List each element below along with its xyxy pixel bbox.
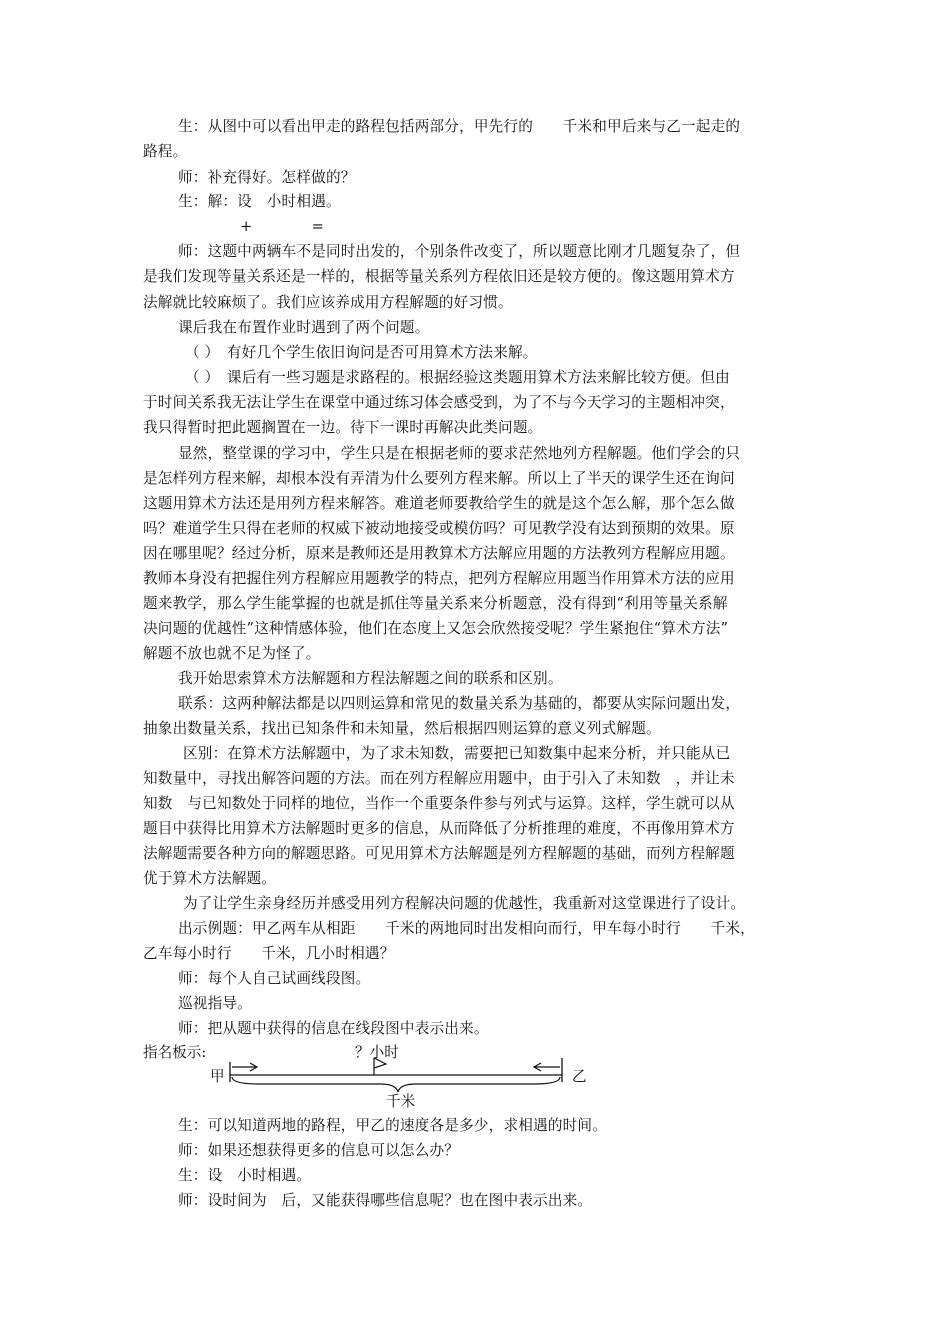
text-line: 知数量中，寻找出解答问题的方法。而在列方程解应用题中，由于引入了未知数 ，并让未 xyxy=(143,770,735,787)
text-line: 联系：这两种解法都是以四则运算和常见的数量关系为基础的，都要从实际问题出发， xyxy=(178,695,741,712)
text-line: 生：设 小时相遇。 xyxy=(178,1167,312,1184)
text-line: 法解题需要各种方向的解题思路。可见用算术方法解题是列方程解题的基础，而列方程解题 xyxy=(143,845,735,862)
text-line: 是怎样列方程来解，却根本没有弄清为什么要列方程来解。所以上了半天的课学生还在询问 xyxy=(143,470,735,487)
text-line: 区别：在算术方法解题中，为了求未知数，需要把已知数集中起来分析，并只能从已 xyxy=(183,745,731,762)
text-line: （ ） 课后有一些习题是求路程的。根据经验这类题用算术方法来解比较方便。但由 xyxy=(185,369,730,386)
text-line: 巡视指导。 xyxy=(178,995,252,1012)
text-line: 师：这题中两辆车不是同时出发的，个别条件改变了，所以题意比刚才几题复杂了，但 xyxy=(178,243,741,260)
text-line: 路程。 xyxy=(143,143,188,160)
text-line: 乙车每小时行 千米，几小时相遇？ xyxy=(143,945,395,962)
text-line: 抽象出数量关系，找出已知条件和未知量，然后根据四则运算的意义列式解题。 xyxy=(143,720,661,737)
text-line: 决问题的优越性”这种情感体验，他们在态度上又怎会欣然接受呢？学生紧抱住“算术方法” xyxy=(143,620,729,637)
text-line: 师：把从题中获得的信息在线段图中表示出来。 xyxy=(178,1020,489,1037)
text-line: 师：如果还想获得更多的信息可以怎么办？ xyxy=(178,1142,460,1159)
text-line: （ ） 有好几个学生依旧询问是否可用算术方法来解。 xyxy=(185,344,538,361)
text-line: 师：每个人自己试画线段图。 xyxy=(178,970,371,987)
text-line: 优于算术方法解题。 xyxy=(143,870,277,887)
text-line: 为了让学生亲身经历并感受用列方程解决问题的优越性，我重新对这堂课进行了设计。 xyxy=(183,895,746,912)
board-label: 指名板示: xyxy=(143,1044,207,1061)
time-label: ？小时 xyxy=(355,1044,399,1061)
text-line: 生：解：设 小时相遇。 xyxy=(178,193,341,210)
text-line: 法解就比较麻烦了。我们应该养成用方程解题的好习惯。 xyxy=(143,294,513,311)
text-line: 我只得暂时把此题搁置在一边。待下一课时再解决此类问题。 xyxy=(143,419,543,436)
text-line: 这题用算术方法还是用列方程来解答。难道老师要教给学生的就是这个怎么解，那个怎么做 xyxy=(143,495,735,512)
text-line: 生：从图中可以看出甲走的路程包括两部分，甲先行的 千米和甲后来与乙一起走的 xyxy=(178,118,741,135)
text-line: 教师本身没有把握住列方程解应用题教学的特点，把列方程解应用题当作用算术方法的应用 xyxy=(143,570,735,587)
distance-label: 千米 xyxy=(386,1093,416,1110)
left-point-label: 甲 xyxy=(210,1068,225,1085)
distance-brace xyxy=(232,1077,560,1092)
text-line: 师：设时间为 后，又能获得哪些信息呢？也在图中表示出来。 xyxy=(178,1192,593,1209)
text-line: 解题不放也就不足为怪了。 xyxy=(143,645,321,662)
meeting-flag xyxy=(374,1058,386,1068)
text-line: 师：补充得好。怎样做的？ xyxy=(178,169,356,186)
text-line: 于时间关系我无法让学生在课堂中通过练习体会感受到，为了不与今天学习的主题相冲突， xyxy=(143,394,735,411)
text-line: 课后我在布置作业时遇到了两个问题。 xyxy=(178,319,430,336)
text-line: 吗？难道学生只得在老师的权威下被动地接受或模仿吗？可见教学没有达到预期的效果。原 xyxy=(143,520,735,537)
text-line: 因在哪里呢？经过分析，原来是教师还是用教算术方法解应用题的方法教列方程解应用题。 xyxy=(143,545,735,562)
equation-line: + = xyxy=(240,218,325,235)
text-line: 题目中获得比用算术方法解题时更多的信息，从而降低了分析推理的难度，不再像用算术方 xyxy=(143,820,735,837)
right-point-label: 乙 xyxy=(572,1068,587,1085)
text-line: 显然，整堂课的学习中，学生只是在根据老师的要求茫然地列方程解题。他们学会的只 xyxy=(178,445,741,462)
text-line: 是我们发现等量关系还是一样的，根据等量关系列方程依旧还是较方便的。像这题用算术方 xyxy=(143,268,735,285)
text-line: 生：可以知道两地的路程，甲乙的速度各是多少，求相遇的时间。 xyxy=(178,1117,608,1134)
text-line: 题来教学，那么学生能掌握的也就是抓住等量关系来分析题意，没有得到“利用等量关系解 xyxy=(143,595,728,612)
text-line: 我开始思索算术方法解题和方程法解题之间的联系和区别。 xyxy=(178,670,563,687)
text-line: 知数 与已知数处于同样的地位，当作一个重要条件参与列式与运算。这样，学生就可以从 xyxy=(143,795,735,812)
text-line: 出示例题：甲乙两车从相距 千米的两地同时出发相向而行，甲车每小时行 千米， xyxy=(178,920,755,937)
